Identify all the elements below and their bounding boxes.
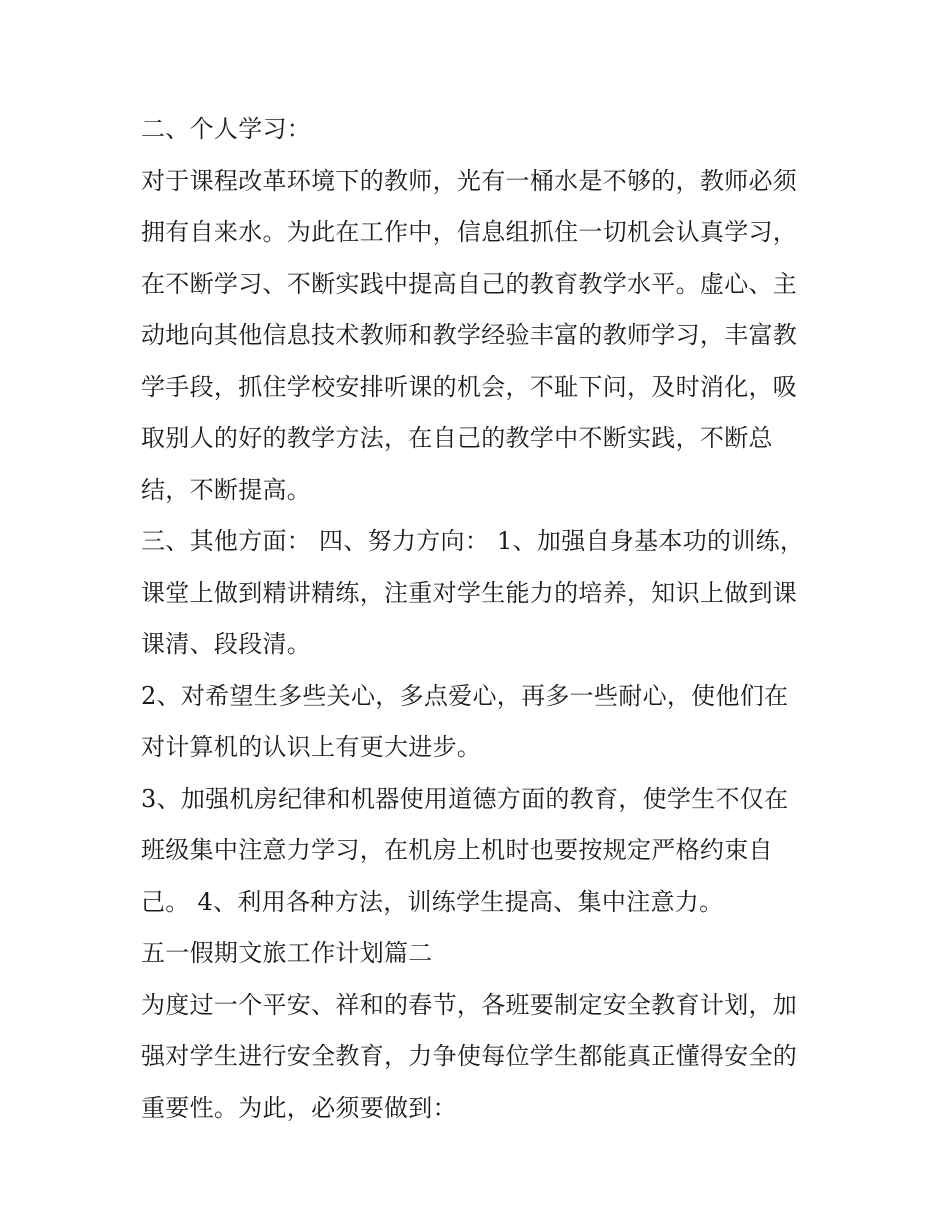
paragraph-line: 动地向其他信息技术教师和教学经验丰富的教师学习，丰富教 bbox=[141, 321, 798, 349]
paragraph-line: 在不断学习、不断实践中提高自己的教育教学水平。虚心、主 bbox=[141, 269, 798, 298]
paragraph-line: 对于课程改革环境下的教师，光有一桶水是不够的，教师必须 bbox=[141, 166, 798, 195]
paragraph-line: 对计算机的认识上有更大进步。 bbox=[141, 733, 482, 761]
paragraph-line: 课堂上做到精讲精练，注重对学生能力的培养，知识上做到课 bbox=[141, 578, 798, 607]
document-body bbox=[141, 104, 821, 1134]
paragraph-line: 为度过一个平安、祥和的春节，各班要制定安全教育计划，加 bbox=[141, 990, 798, 1019]
paragraph-line: 结，不断提高。 bbox=[141, 475, 312, 504]
section-heading-other-aspects: 三、其他方面： 四、努力方向： 1、加强自身基本功的训练， bbox=[141, 527, 805, 555]
paragraph-line: 课清、段段清。 bbox=[141, 630, 312, 658]
paragraph-line: 学手段，抓住学校安排听课的机会，不耻下问，及时消化，吸 bbox=[141, 372, 798, 401]
list-item-3: 3、加强机房纪律和机器使用道德方面的教育，使学生不仅在 bbox=[141, 784, 789, 813]
paragraph-line: 重要性。为此，必须要做到： bbox=[141, 1093, 457, 1122]
paragraph-line: 强对学生进行安全教育，力争使每位学生都能真正懂得安全的 bbox=[141, 1042, 798, 1070]
list-item-2: 2、对希望生多些关心，多点爱心，再多一些耐心，使他们在 bbox=[141, 681, 789, 710]
section-heading-personal-study: 二、个人学习： bbox=[141, 115, 312, 143]
paragraph-line: 拥有自来水。为此在工作中，信息组抓住一切机会认真学习， bbox=[141, 218, 798, 246]
list-item-4: 己。 4、利用各种方法，训练学生提高、集中注意力。 bbox=[141, 887, 724, 916]
article-title-part-two: 五一假期文旅工作计划篇二 bbox=[141, 939, 433, 967]
paragraph-line: 取别人的好的教学方法，在自己的教学中不断实践，不断总 bbox=[141, 424, 773, 452]
paragraph-line: 班级集中注意力学习，在机房上机时也要按规定严格约束自 bbox=[141, 836, 773, 864]
